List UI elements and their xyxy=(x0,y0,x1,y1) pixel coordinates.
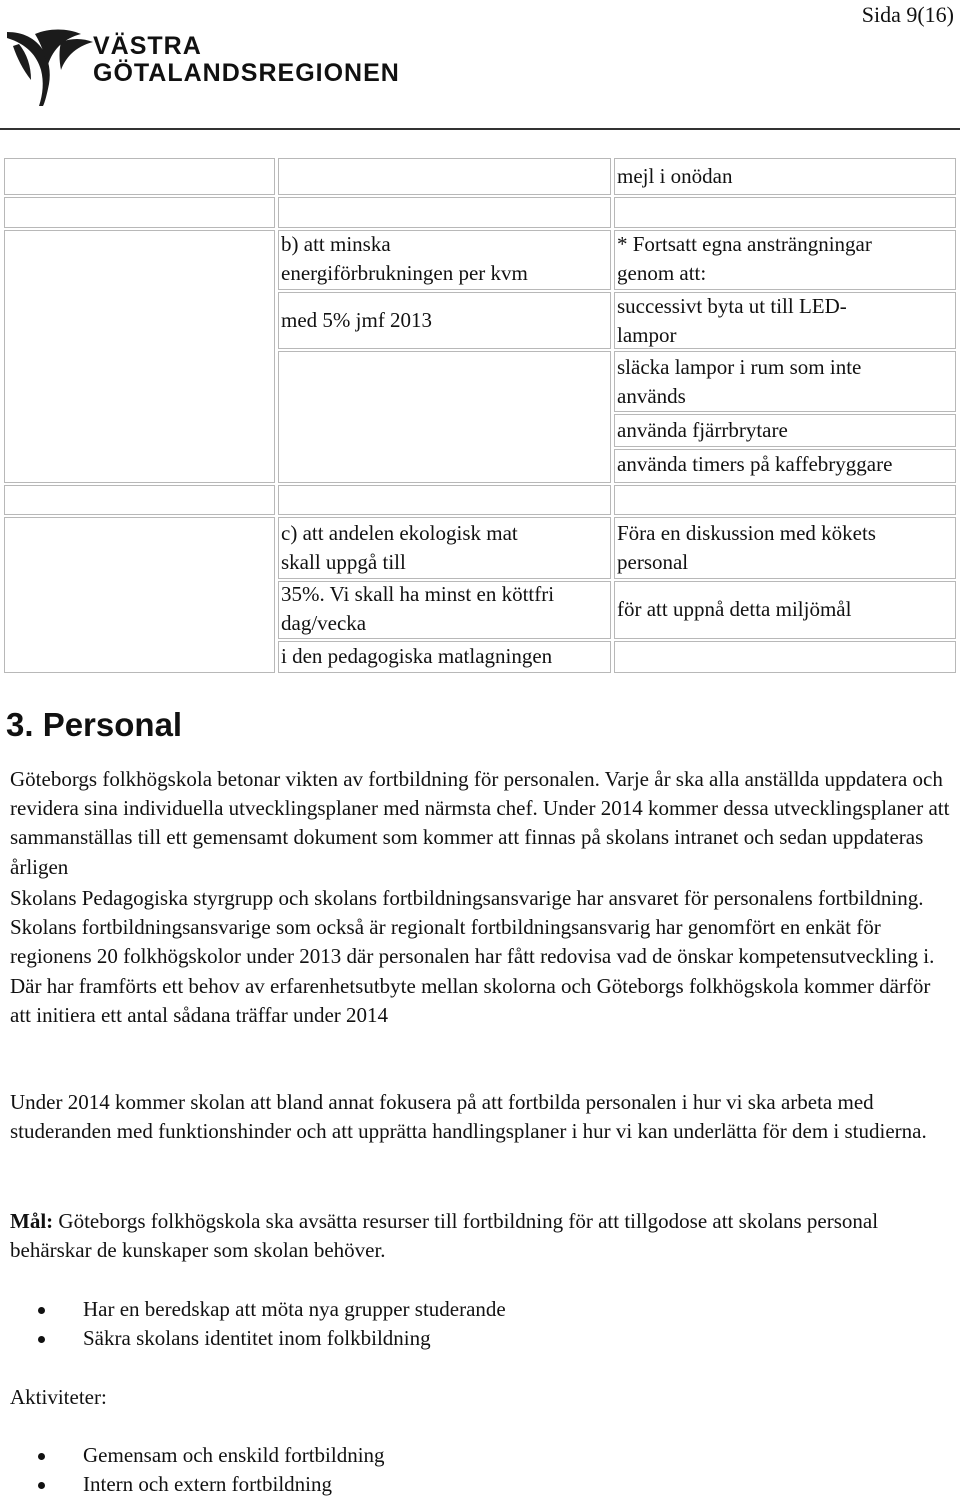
table-cell-text: i den pedagogiska matlagningen xyxy=(281,644,553,668)
table-cell-text: b) att minska xyxy=(281,232,391,256)
table-cell xyxy=(4,197,275,228)
list-item xyxy=(10,1470,385,1499)
table-cell xyxy=(278,197,611,228)
goal-label: Mål: xyxy=(10,1209,54,1233)
table-cell-text: energiförbrukningen per kvm xyxy=(281,261,528,285)
bullet-icon xyxy=(38,1453,45,1460)
bullet-icon xyxy=(38,1482,45,1489)
swan-logo-icon xyxy=(5,24,95,108)
table-cell xyxy=(278,351,611,483)
list-item xyxy=(10,1441,385,1470)
table-cell xyxy=(4,230,275,483)
table-cell xyxy=(614,641,956,673)
list-item-text: Har en beredskap att möta nya grupper studerande xyxy=(83,1297,506,1321)
list-item xyxy=(10,1295,506,1324)
table-cell-text: använda fjärrbrytare xyxy=(617,418,788,442)
logo-wordmark xyxy=(93,33,400,87)
table-cell-text: används xyxy=(617,384,686,408)
table-cell xyxy=(614,197,956,228)
list-item-text: Säkra skolans identitet inom folkbildning xyxy=(83,1326,431,1350)
section-heading: 3. Personal xyxy=(6,706,183,743)
table-cell-text: skall uppgå till xyxy=(281,550,406,574)
table-cell-text: dag/vecka xyxy=(281,611,367,635)
goal-paragraph xyxy=(10,1207,955,1265)
table-cell-text: 35%. Vi skall ha minst en köttfri xyxy=(281,582,555,606)
table-cell-text: c) att andelen ekologisk mat xyxy=(281,521,518,545)
logo-line-1: VÄSTRA xyxy=(93,32,202,60)
goal-bullet-list xyxy=(10,1295,506,1353)
table-cell-text: genom att: xyxy=(617,261,707,285)
table-cell-text: använda timers på kaffebryggare xyxy=(617,452,893,476)
paragraph: Under 2014 kommer skolan att bland annat fokusera på att fortbilda personalen i hur vi ska arbeta med studeranden med funktionshinder och att upprätta handlingsplaner i hur vi kan underlätta för dem i studierna. xyxy=(10,1090,927,1144)
list-item-text: Intern och extern fortbildning xyxy=(83,1472,333,1496)
table-cell-text: för att uppnå detta miljömål xyxy=(617,597,852,621)
page-number: Sida 9(16) xyxy=(861,2,954,27)
table-cell-text: * Fortsatt egna ansträngningar xyxy=(617,232,872,256)
table-cell xyxy=(4,158,275,195)
table-cell xyxy=(278,485,611,515)
table-cell-text: successivt byta ut till LED- xyxy=(617,294,847,318)
table-cell xyxy=(4,517,275,673)
header-divider xyxy=(0,128,960,130)
table-cell-text: Föra en diskussion med kökets xyxy=(617,521,876,545)
table-cell-text: lampor xyxy=(617,323,677,347)
paragraph: Skolans Pedagogiska styrgrupp och skolans fortbildningsansvarige har ansvaret för personalens fortbildning. Skolans fortbildningsansvarige som också är regionalt fortbildningsansvarig har genomfört en enkät för regionens 20 folkhögskolor under 2013 där personalen har fått redovisa vad de önskar kompetensutveckling i. Där har framförts ett behov av erfarenhetsutbyte mellan skolorna och Göteborgs folkhögskola kommer därför att initiera ett antal sådana träffar under 2014 xyxy=(10,886,935,1027)
region-logo xyxy=(5,24,400,108)
list-item-text: Gemensam och enskild fortbildning xyxy=(83,1443,385,1467)
list-item xyxy=(10,1324,506,1353)
activities-bullet-list xyxy=(10,1441,385,1499)
table-cell-text: mejl i onödan xyxy=(617,164,733,188)
activities-label: Aktiviteter: xyxy=(10,1385,107,1409)
table-cell-text: med 5% jmf 2013 xyxy=(281,308,433,332)
logo-line-2: GÖTALANDSREGIONEN xyxy=(93,59,400,87)
table-cell xyxy=(278,158,611,195)
table-cell-text: personal xyxy=(617,550,689,574)
bullet-icon xyxy=(38,1307,45,1314)
bullet-icon xyxy=(38,1336,45,1343)
goal-text: Göteborgs folkhögskola ska avsätta resurser till fortbildning för att tillgodose att skolans personal behärskar de kunskaper som skolan behöver. xyxy=(10,1209,879,1263)
table-cell-text: släcka lampor i rum som inte xyxy=(617,355,862,379)
table-cell xyxy=(614,485,956,515)
table-cell xyxy=(4,485,275,515)
paragraph: Göteborgs folkhögskola betonar vikten av fortbildning för personalen. Varje år ska alla anställda uppdatera och revidera sina individuella utvecklingsplaner med närmsta chef. Under 2014 kommer dessa utvecklingsplaner att sammanställas till ett gemensamt dokument som kommer att finnas på skolans intranet och sedan uppdateras årligen xyxy=(10,767,950,879)
